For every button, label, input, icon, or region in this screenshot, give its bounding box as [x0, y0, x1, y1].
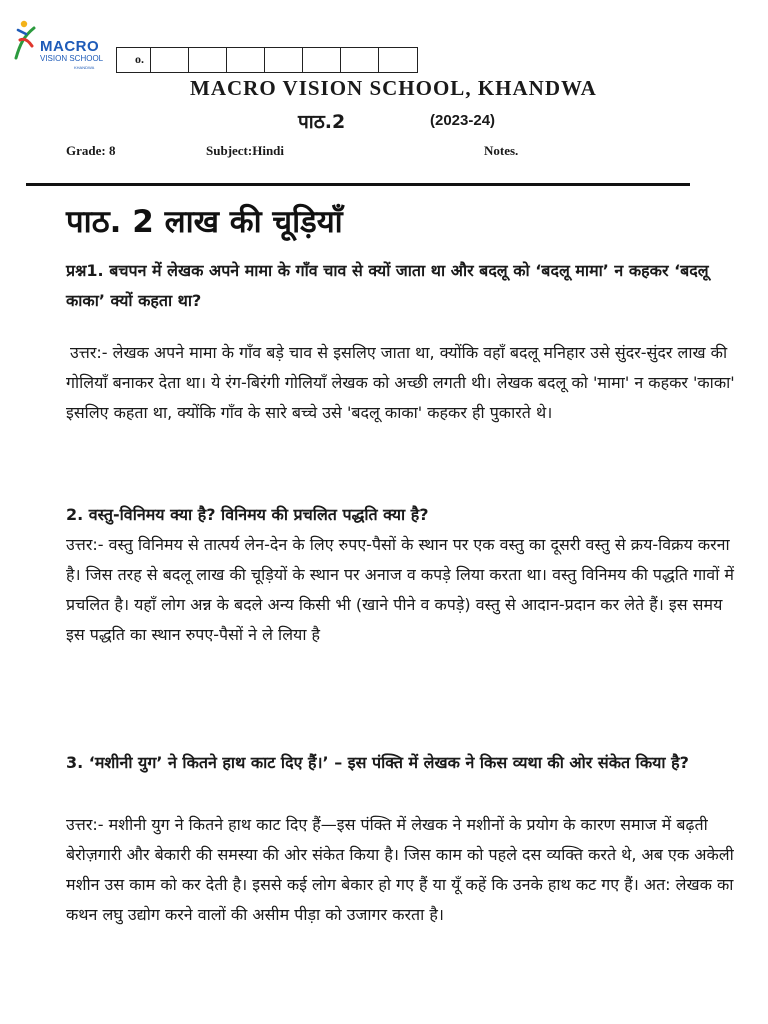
subject-label: Subject:Hindi — [206, 143, 285, 158]
roll-number-cell — [189, 48, 227, 72]
notes-label: Notes. — [484, 143, 519, 158]
roll-number-cell — [151, 48, 189, 72]
logo-text: MACRO — [40, 38, 100, 55]
school-logo — [12, 18, 112, 70]
roll-number-boxes — [116, 47, 418, 73]
answer-1: उत्तर:- लेखक अपने मामा के गाँव बड़े चाव से इसलिए जाता था, क्योंकि वहाँ बदलू मनिहार उसे सुंदर-सुंदर लाख की गोलियाँ बनाकर देता था। ये रंग-बिरंगी गोलियाँ लेखक को अच्छी लगती थी। लेखक बदलू को 'मामा' न कहकर 'काका' इसलिए कहता था, क्योंकि गाँव के सारे बच्चे उसे 'बदलू काका' कहकर ही पुकारते थे। — [66, 343, 735, 422]
roll-number-cell — [227, 48, 265, 72]
roll-number-cell — [379, 48, 417, 72]
answer-3: उत्तर:- मशीनी युग ने कितने हाथ काट दिए हैं—इस पंक्ति में लेखक ने मशीनों के प्रयोग के कारण समाज में बढ़ती बेरोज़गारी और बेकारी की समस्या की ओर संकेत किया है। जिस काम को पहले दस व्यक्ति करते थे, अब एक अकेली मशीन उस काम को कर देती है। इससे कई लोग बेकार हो गए हैं या यूँ कहें कि उनके हाथ कट गए हैं। अत: लेखक का कथन लघु उद्योग करने वालों की असीम पीड़ा को उजागर करता है। — [66, 815, 734, 924]
lesson-title: पाठ. 2 लाख की चूड़ियाँ — [66, 204, 343, 240]
roll-number-cell — [303, 48, 341, 72]
question-3: 3. ‘मशीनी युग’ ने कितने हाथ काट दिए हैं।’ – इस पंक्ति में लेखक ने किस व्यथा की ओर संकेत किया है? — [66, 753, 689, 772]
roll-number-cell — [265, 48, 303, 72]
grade-label: Grade: 8 — [66, 143, 116, 158]
question-1: प्रश्न1. बचपन में लेखक अपने मामा के गाँव चाव से क्यों जाता था और बदलू को ‘बदलू मामा’ न कहकर ‘बदलू काका’ क्यों कहता था? — [66, 261, 709, 310]
answer-2: उत्तर:- वस्तु विनिमय से तात्पर्य लेन-देन के लिए रुपए-पैसों के स्थान पर एक वस्तु का दूसरी वस्तु से क्रय-विक्रय करना है। जिस तरह से बदलू लाख की चूड़ियों के स्थान पर अनाज व कपड़े लिया करता था। वस्तु विनिमय की पद्धति गावों में प्रचलित है। यहाँ लोग अन्न के बदले अन्य किसी भी (खाने पीने व कपड़े) वस्तु से आदान-प्रदान कर लेते हैं। इस समय इस पद्धति का स्थान रुपए-पैसों ने ले लिया है — [66, 535, 734, 644]
roll-number-label: o. — [117, 48, 151, 72]
school-name: MACRO VISION SCHOOL, KHANDWA — [190, 76, 597, 100]
lesson-number: पाठ.2 — [298, 111, 346, 133]
logo-subtext: VISION SCHOOL — [40, 54, 104, 63]
logo-location: KHANDWA — [74, 65, 95, 70]
header-divider — [26, 183, 690, 186]
roll-number-cell — [341, 48, 379, 72]
question-2: 2. वस्तु-विनिमय क्या है? विनिमय की प्रचलित पद्धति क्या है? — [66, 505, 429, 524]
academic-session: (2023-24) — [430, 112, 496, 129]
